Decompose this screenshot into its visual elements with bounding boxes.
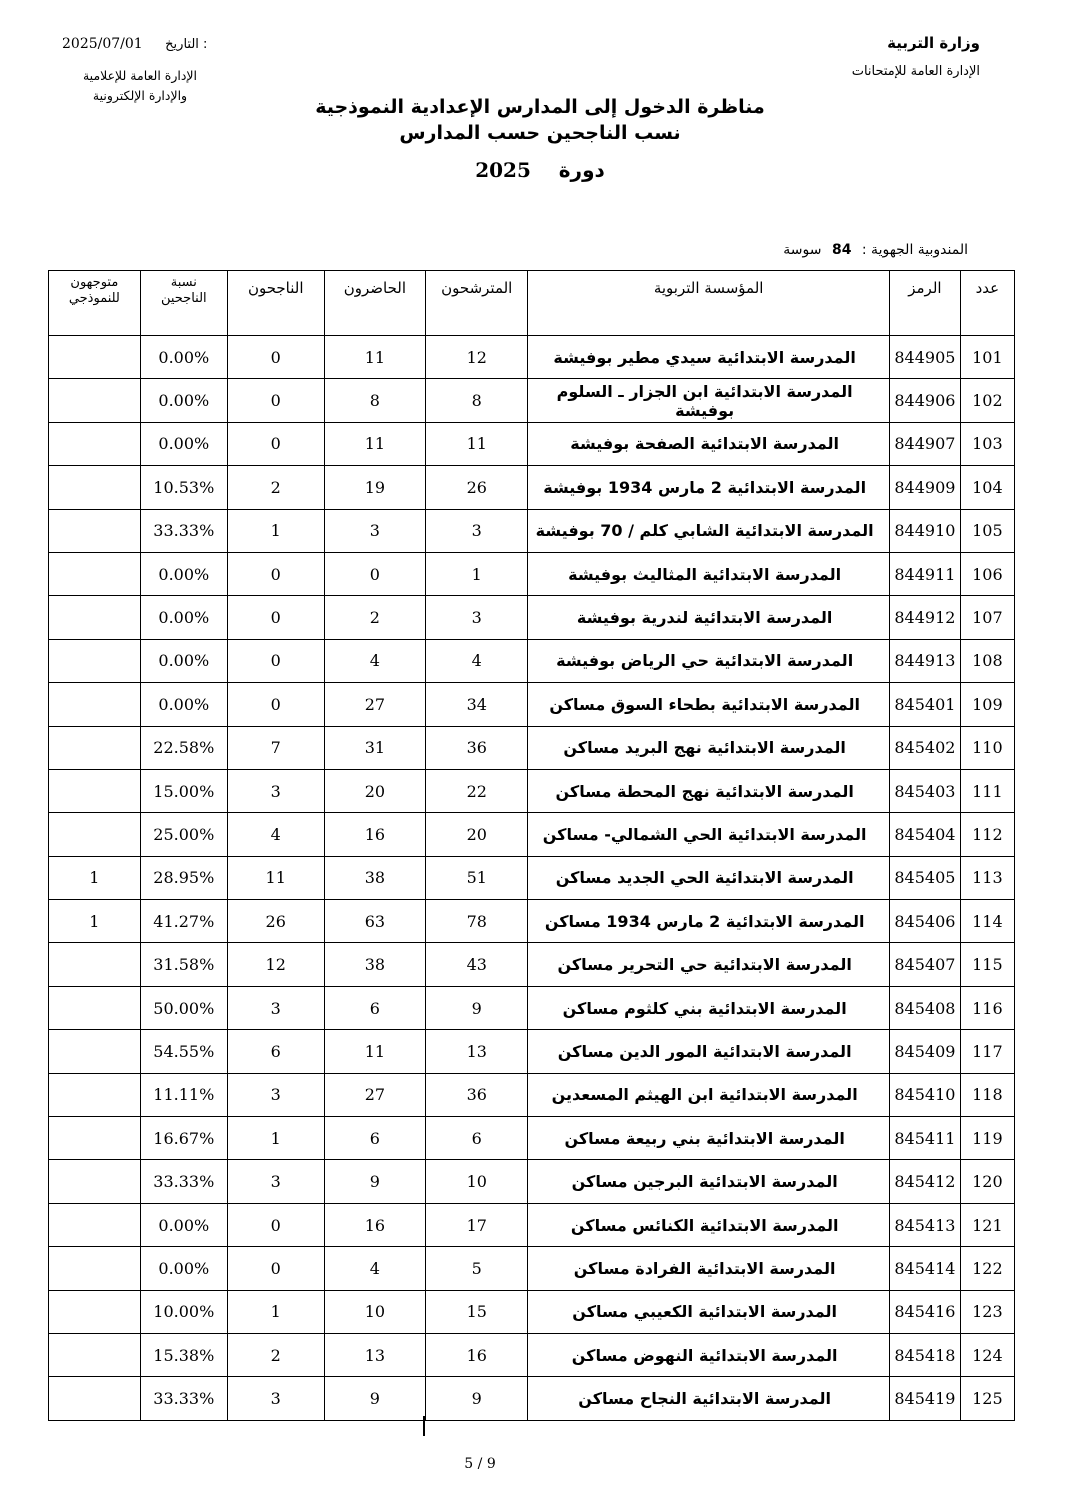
row-oriented [49,1073,141,1116]
row-code: 845406 [890,900,961,943]
row-present: 4 [324,639,426,682]
row-oriented [49,1377,141,1420]
row-present: 8 [324,379,426,422]
region-name: سوسة [783,242,822,258]
row-school: المدرسة الابتدائية النجاح مساكن [528,1377,890,1420]
row-candidates: 11 [426,422,528,465]
row-successful: 3 [227,986,324,1029]
row-rate: 0.00% [140,596,227,639]
row-school: المدرسة الابتدائية الحي الجديد مساكن [528,856,890,899]
row-school: المدرسة الابتدائية سيدي مطير بوفيشة [528,336,890,379]
row-candidates: 22 [426,769,528,812]
row-rate: 0.00% [140,379,227,422]
header-oriented-line1: متوجهون [70,275,119,290]
row-index: 104 [960,466,1014,509]
row-school: المدرسة الابتدائية الشابي كلم / 70 بوفيشة [528,509,890,552]
row-school: المدرسة الابتدائية ابن الجزار ـ السلوم بوفيشة [528,379,890,422]
row-code: 844910 [890,509,961,552]
ministry-header [852,34,980,79]
info-line-1: الإدارة العامة للإعلامية [82,68,198,83]
row-successful: 0 [227,379,324,422]
table-row [49,1117,1015,1160]
row-school: المدرسة الابتدائية نهج المحطة مساكن [528,769,890,812]
info-line-2: والإدارة الإلكترونية [92,88,188,103]
row-successful: 2 [227,466,324,509]
table-row [49,466,1015,509]
row-successful: 3 [227,769,324,812]
row-oriented [49,1160,141,1203]
row-oriented [49,422,141,465]
table-row [49,683,1015,726]
row-present: 11 [324,422,426,465]
row-candidates: 10 [426,1160,528,1203]
header-code: الرمز [890,271,961,336]
header-rate [140,271,227,336]
row-successful: 3 [227,1377,324,1420]
row-oriented [49,769,141,812]
row-oriented [49,639,141,682]
row-index: 108 [960,639,1014,682]
main-title: مناظرة الدخول إلى المدارس الإعدادية النموذجية [315,96,765,118]
row-index: 106 [960,552,1014,595]
row-index: 101 [960,336,1014,379]
row-school: المدرسة الابتدائية البرجين مساكن [528,1160,890,1203]
row-oriented [49,1333,141,1376]
row-code: 845410 [890,1073,961,1116]
row-index: 109 [960,683,1014,726]
row-successful: 3 [227,1073,324,1116]
row-code: 845405 [890,856,961,899]
row-present: 6 [324,1117,426,1160]
row-successful: 0 [227,596,324,639]
row-school: المدرسة الابتدائية ابن الهيثم المسعدين [528,1073,890,1116]
row-successful: 12 [227,943,324,986]
row-index: 111 [960,769,1014,812]
ministry-name: وزارة التربية [887,34,980,52]
row-present: 63 [324,900,426,943]
row-candidates: 43 [426,943,528,986]
table-row [49,986,1015,1029]
row-oriented [49,596,141,639]
row-rate: 31.58% [140,943,227,986]
row-successful: 0 [227,639,324,682]
row-code: 844912 [890,596,961,639]
header-rate-line2: الناجحين [160,291,207,306]
page-separator: / [477,1456,483,1472]
row-school: المدرسة الابتدائية بطحاء السوق مساكن [528,683,890,726]
row-school: المدرسة الابتدائية المثاليث بوفيشة [528,552,890,595]
header-present: الحاضرون [324,271,426,336]
row-code: 845407 [890,943,961,986]
row-candidates: 5 [426,1247,528,1290]
row-code: 845403 [890,769,961,812]
row-index: 125 [960,1377,1014,1420]
row-candidates: 4 [426,639,528,682]
row-rate: 10.53% [140,466,227,509]
row-present: 9 [324,1160,426,1203]
row-oriented [49,552,141,595]
row-school: المدرسة الابتدائية بني كلثوم مساكن [528,986,890,1029]
document-titles [300,96,780,182]
header-oriented [49,271,141,336]
row-present: 3 [324,509,426,552]
row-index: 121 [960,1203,1014,1246]
row-code: 845411 [890,1117,961,1160]
row-oriented [49,466,141,509]
table-header-row [49,271,1015,336]
row-rate: 0.00% [140,1203,227,1246]
session-label: دورة [558,158,605,182]
row-candidates: 36 [426,1073,528,1116]
row-school: المدرسة الابتدائية الفرادة مساكن [528,1247,890,1290]
table-row [49,639,1015,682]
row-rate: 28.95% [140,856,227,899]
row-oriented: 1 [49,900,141,943]
page-current: 5 [464,1456,474,1472]
row-oriented [49,1203,141,1246]
row-present: 27 [324,683,426,726]
table-row [49,1203,1015,1246]
row-present: 31 [324,726,426,769]
row-candidates: 51 [426,856,528,899]
row-candidates: 15 [426,1290,528,1333]
results-table [48,270,1015,1421]
row-successful: 1 [227,1290,324,1333]
row-present: 4 [324,1247,426,1290]
header-rate-line1: نسبة [170,275,197,290]
table-body [49,336,1015,1421]
row-successful: 0 [227,552,324,595]
table-row [49,379,1015,422]
row-successful: 2 [227,1333,324,1376]
row-successful: 6 [227,1030,324,1073]
row-code: 844911 [890,552,961,595]
table-row [49,769,1015,812]
row-oriented [49,336,141,379]
row-code: 844905 [890,336,961,379]
row-successful: 3 [227,1160,324,1203]
row-school: المدرسة الابتدائية 2 مارس 1934 بوفيشة [528,466,890,509]
table-row [49,900,1015,943]
header-school: المؤسسة التربوية [528,271,890,336]
row-oriented [49,943,141,986]
row-oriented [49,1290,141,1333]
row-code: 845414 [890,1247,961,1290]
row-index: 110 [960,726,1014,769]
row-candidates: 8 [426,379,528,422]
row-index: 123 [960,1290,1014,1333]
row-rate: 0.00% [140,683,227,726]
row-present: 19 [324,466,426,509]
row-code: 845418 [890,1333,961,1376]
row-index: 113 [960,856,1014,899]
row-school: المدرسة الابتدائية الكنائس مساكن [528,1203,890,1246]
table-row [49,1247,1015,1290]
row-oriented [49,1247,141,1290]
row-oriented [49,813,141,856]
region-code: 84 [831,242,852,258]
row-rate: 0.00% [140,552,227,595]
row-code: 844913 [890,639,961,682]
row-successful: 0 [227,1247,324,1290]
header-successful: الناجحون [227,271,324,336]
row-index: 122 [960,1247,1014,1290]
table-row [49,1290,1015,1333]
row-school: المدرسة الابتدائية نهج البريد مساكن [528,726,890,769]
row-rate: 33.33% [140,1160,227,1203]
row-code: 845404 [890,813,961,856]
region-line [783,242,968,258]
row-index: 118 [960,1073,1014,1116]
table-row [49,422,1015,465]
row-candidates: 13 [426,1030,528,1073]
row-rate: 0.00% [140,336,227,379]
header-oriented-line2: للنموذجي [68,291,120,306]
page-number [440,1456,520,1472]
date-line [62,36,207,52]
row-candidates: 78 [426,900,528,943]
row-present: 9 [324,1377,426,1420]
sub-title: نسب الناجحين حسب المدارس [399,122,681,144]
row-index: 119 [960,1117,1014,1160]
row-rate: 22.58% [140,726,227,769]
row-school: المدرسة الابتدائية المور الدين مساكن [528,1030,890,1073]
region-label: المندوبية الجهوية : [861,242,968,258]
row-code: 844906 [890,379,961,422]
row-index: 115 [960,943,1014,986]
row-index: 124 [960,1333,1014,1376]
row-oriented [49,986,141,1029]
row-index: 117 [960,1030,1014,1073]
row-candidates: 16 [426,1333,528,1376]
row-candidates: 26 [426,466,528,509]
row-candidates: 12 [426,336,528,379]
row-index: 103 [960,422,1014,465]
row-rate: 15.38% [140,1333,227,1376]
row-candidates: 20 [426,813,528,856]
table-row [49,1073,1015,1116]
row-oriented [49,683,141,726]
row-candidates: 9 [426,986,528,1029]
date-label: التاريخ : [165,37,208,52]
row-successful: 7 [227,726,324,769]
row-school: المدرسة الابتدائية الكعيبي مساكن [528,1290,890,1333]
row-successful: 11 [227,856,324,899]
row-successful: 1 [227,509,324,552]
row-present: 11 [324,1030,426,1073]
department-name: الإدارة العامة للإمتحانات [851,64,980,79]
row-school: المدرسة الابتدائية حي الرياض بوفيشة [528,639,890,682]
row-rate: 41.27% [140,900,227,943]
row-code: 845401 [890,683,961,726]
row-rate: 25.00% [140,813,227,856]
row-code: 844909 [890,466,961,509]
row-candidates: 3 [426,509,528,552]
row-code: 845409 [890,1030,961,1073]
row-school: المدرسة الابتدائية الحي الشمالي- مساكن [528,813,890,856]
row-oriented [49,1117,141,1160]
row-rate: 54.55% [140,1030,227,1073]
row-present: 13 [324,1333,426,1376]
row-rate: 0.00% [140,639,227,682]
row-candidates: 9 [426,1377,528,1420]
row-successful: 1 [227,1117,324,1160]
row-oriented: 1 [49,856,141,899]
table-row [49,336,1015,379]
session-title [300,158,780,182]
row-oriented [49,1030,141,1073]
row-code: 845419 [890,1377,961,1420]
date-value: 2025/07/01 [62,36,143,52]
row-index: 102 [960,379,1014,422]
row-school: المدرسة الابتدائية حي التحرير مساكن [528,943,890,986]
row-present: 38 [324,943,426,986]
row-school: المدرسة الابتدائية 2 مارس 1934 مساكن [528,900,890,943]
row-rate: 16.67% [140,1117,227,1160]
row-present: 16 [324,1203,426,1246]
row-oriented [49,726,141,769]
row-present: 27 [324,1073,426,1116]
row-index: 105 [960,509,1014,552]
row-rate: 33.33% [140,509,227,552]
header-candidates: المترشحون [426,271,528,336]
row-oriented [49,379,141,422]
table-row [49,1160,1015,1203]
row-code: 845412 [890,1160,961,1203]
header-idx: عدد [960,271,1014,336]
row-present: 0 [324,552,426,595]
table-row [49,596,1015,639]
row-candidates: 36 [426,726,528,769]
row-present: 38 [324,856,426,899]
row-rate: 10.00% [140,1290,227,1333]
row-index: 120 [960,1160,1014,1203]
row-code: 845416 [890,1290,961,1333]
row-candidates: 17 [426,1203,528,1246]
row-code: 845413 [890,1203,961,1246]
table-row [49,943,1015,986]
table-row [49,509,1015,552]
row-index: 116 [960,986,1014,1029]
row-successful: 0 [227,1203,324,1246]
row-rate: 0.00% [140,422,227,465]
table-row [49,726,1015,769]
row-index: 112 [960,813,1014,856]
row-index: 107 [960,596,1014,639]
row-present: 2 [324,596,426,639]
row-index: 114 [960,900,1014,943]
table-row [49,813,1015,856]
info-department [70,66,210,106]
row-school: المدرسة الابتدائية الصفحة بوفيشة [528,422,890,465]
page-total: 9 [486,1456,496,1472]
row-successful: 26 [227,900,324,943]
row-code: 845402 [890,726,961,769]
row-oriented [49,509,141,552]
row-candidates: 3 [426,596,528,639]
row-present: 11 [324,336,426,379]
row-candidates: 34 [426,683,528,726]
row-candidates: 1 [426,552,528,595]
row-successful: 0 [227,683,324,726]
row-present: 16 [324,813,426,856]
row-school: المدرسة الابتدائية لندرية بوفيشة [528,596,890,639]
row-candidates: 6 [426,1117,528,1160]
row-rate: 15.00% [140,769,227,812]
row-present: 20 [324,769,426,812]
session-year: 2025 [475,158,531,182]
row-present: 6 [324,986,426,1029]
row-rate: 50.00% [140,986,227,1029]
row-school: المدرسة الابتدائية النهوض مساكن [528,1333,890,1376]
table-row [49,856,1015,899]
row-present: 10 [324,1290,426,1333]
row-rate: 33.33% [140,1377,227,1420]
row-code: 845408 [890,986,961,1029]
row-rate: 11.11% [140,1073,227,1116]
table-tail-line [423,1416,425,1436]
row-successful: 0 [227,422,324,465]
row-code: 844907 [890,422,961,465]
table-row [49,1377,1015,1420]
row-rate: 0.00% [140,1247,227,1290]
row-successful: 4 [227,813,324,856]
table-row [49,1030,1015,1073]
row-school: المدرسة الابتدائية بني ربيعة مساكن [528,1117,890,1160]
table-row [49,1333,1015,1376]
table-row [49,552,1015,595]
row-successful: 0 [227,336,324,379]
